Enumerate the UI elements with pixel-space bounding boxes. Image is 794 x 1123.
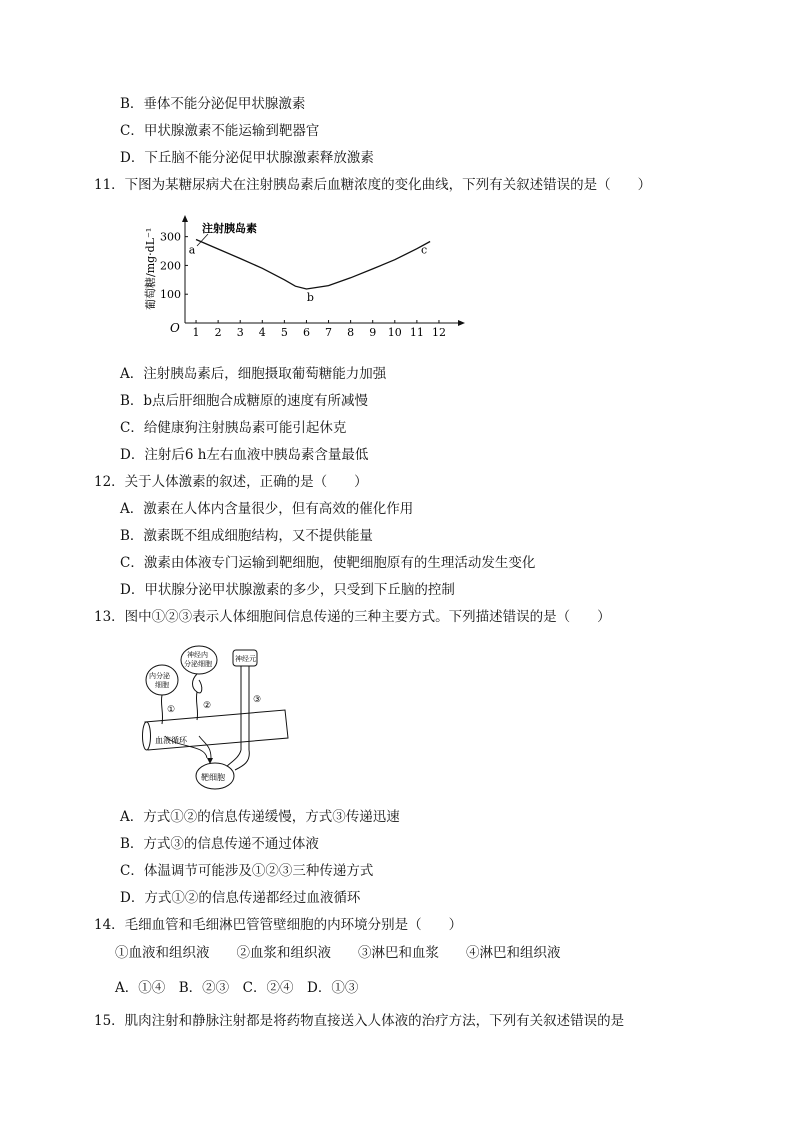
marker-3: ③ xyxy=(253,695,262,705)
y-tick-label: 100 xyxy=(160,288,181,302)
neurosecretory-label-1: 神经内 xyxy=(187,651,208,659)
endocrine-cell xyxy=(146,665,178,695)
neurosecretory-label-2: 分泌细胞 xyxy=(184,660,212,668)
x-tick-label: 9 xyxy=(369,326,377,339)
q11-option-a: A．注射胰岛素后，细胞摄取葡萄糖能力加强 xyxy=(120,366,387,382)
vessel-end xyxy=(143,722,151,750)
y-axis-arrow xyxy=(182,215,188,222)
x-tick-label: 2 xyxy=(214,326,222,339)
q14-stem: 14．毛细血管和毛细淋巴管管壁细胞的内环境分别是（ ） xyxy=(94,917,463,933)
x-tick-label: 11 xyxy=(409,326,424,339)
marker-2: ② xyxy=(203,701,212,711)
signal-diagram xyxy=(135,640,295,795)
q11-option-c: C．给健康狗注射胰岛素可能引起休克 xyxy=(120,420,347,436)
x-tick-label: 5 xyxy=(280,326,288,339)
q11-option-b: B．b点后肝细胞合成糖原的速度有所减慢 xyxy=(120,393,369,409)
endocrine-label-2: 细胞 xyxy=(155,681,169,689)
endocrine-label-1: 内分泌 xyxy=(149,672,170,680)
q12-option-a: A．激素在人体内含量很少，但有高效的催化作用 xyxy=(120,501,414,517)
q10-option-d: D．下丘脑不能分泌促甲状腺激素释放激素 xyxy=(120,150,374,166)
q11-option-d: D．注射后6 h左右血液中胰岛素含量最低 xyxy=(120,447,369,463)
q12-option-b: B．激素既不组成细胞结构，又不提供能量 xyxy=(120,528,373,544)
x-tick-label: 10 xyxy=(387,326,402,339)
q14-answers: A．①④ B．②③ C．②④ D．①③ xyxy=(115,980,359,996)
x-tick-label: 4 xyxy=(258,326,266,339)
q15-stem: 15．肌肉注射和静脉注射都是将药物直接送入人体液的治疗方法，下列有关叙述错误的是 xyxy=(94,1013,625,1029)
x-tick-label: 8 xyxy=(347,326,355,339)
q13-stem: 13．图中①②③表示人体细胞间信息传递的三种主要方式。下列描述错误的是（ ） xyxy=(94,609,611,625)
point-label-c: c xyxy=(421,243,428,257)
neurosecretory-axon xyxy=(193,674,202,693)
glucose-curve xyxy=(196,240,430,290)
pathway-2 xyxy=(196,692,197,720)
origin-label: O xyxy=(170,321,180,335)
q12-option-c: C．激素由体液专门运输到靶细胞，使靶细胞原有的生理活动发生变化 xyxy=(120,555,536,571)
y-tick-label: 300 xyxy=(160,230,181,244)
x-tick-label: 6 xyxy=(302,326,310,339)
x-axis-arrow xyxy=(458,320,465,326)
q12-option-d: D．甲状腺分泌甲状腺激素的多少，只受到下丘脑的控制 xyxy=(120,582,455,598)
point-label-b: b xyxy=(306,291,314,305)
q10-option-c: C．甲状腺激素不能运输到靶器官 xyxy=(120,123,320,139)
signal-diagram-svg xyxy=(135,640,295,795)
blood-label: 血液循环 xyxy=(155,736,187,745)
neuron-label: 神经元 xyxy=(235,655,256,663)
x-tick-label: 1 xyxy=(192,326,200,339)
glucose-chart-svg xyxy=(140,210,470,350)
pathway-1 xyxy=(161,695,162,724)
x-tick-label: 12 xyxy=(431,326,446,339)
y-tick-label: 200 xyxy=(160,259,181,273)
injection-annotation: 注射胰岛素 xyxy=(202,222,257,235)
q14-items: ①血液和组织液 ②血浆和组织液 ③淋巴和血浆 ④淋巴和组织液 xyxy=(115,945,561,961)
q11-stem: 11．下图为某糖尿病犬在注射胰岛素后血糖浓度的变化曲线，下列有关叙述错误的是（ ） xyxy=(94,177,652,193)
y-axis-label: 葡萄糖/mg·dL⁻¹ xyxy=(144,227,157,310)
point-label-a: a xyxy=(188,243,196,257)
q13-option-b: B．方式③的信息传递不通过体液 xyxy=(120,836,319,852)
x-tick-label: 3 xyxy=(236,326,244,339)
glucose-chart xyxy=(140,210,470,350)
q13-option-d: D．方式①②的信息传递都经过血液循环 xyxy=(120,890,361,906)
q12-stem: 12．关于人体激素的叙述，正确的是（ ） xyxy=(94,474,368,490)
target-label: 靶细胞 xyxy=(201,773,225,782)
marker-1: ① xyxy=(167,705,176,715)
q13-option-a: A．方式①②的信息传递缓慢，方式③传递迅速 xyxy=(120,809,400,825)
x-tick-label: 7 xyxy=(325,326,333,339)
q10-option-b: B．垂体不能分泌促甲状腺激素 xyxy=(120,96,306,112)
q13-option-c: C．体温调节可能涉及①②③三种传递方式 xyxy=(120,863,374,879)
